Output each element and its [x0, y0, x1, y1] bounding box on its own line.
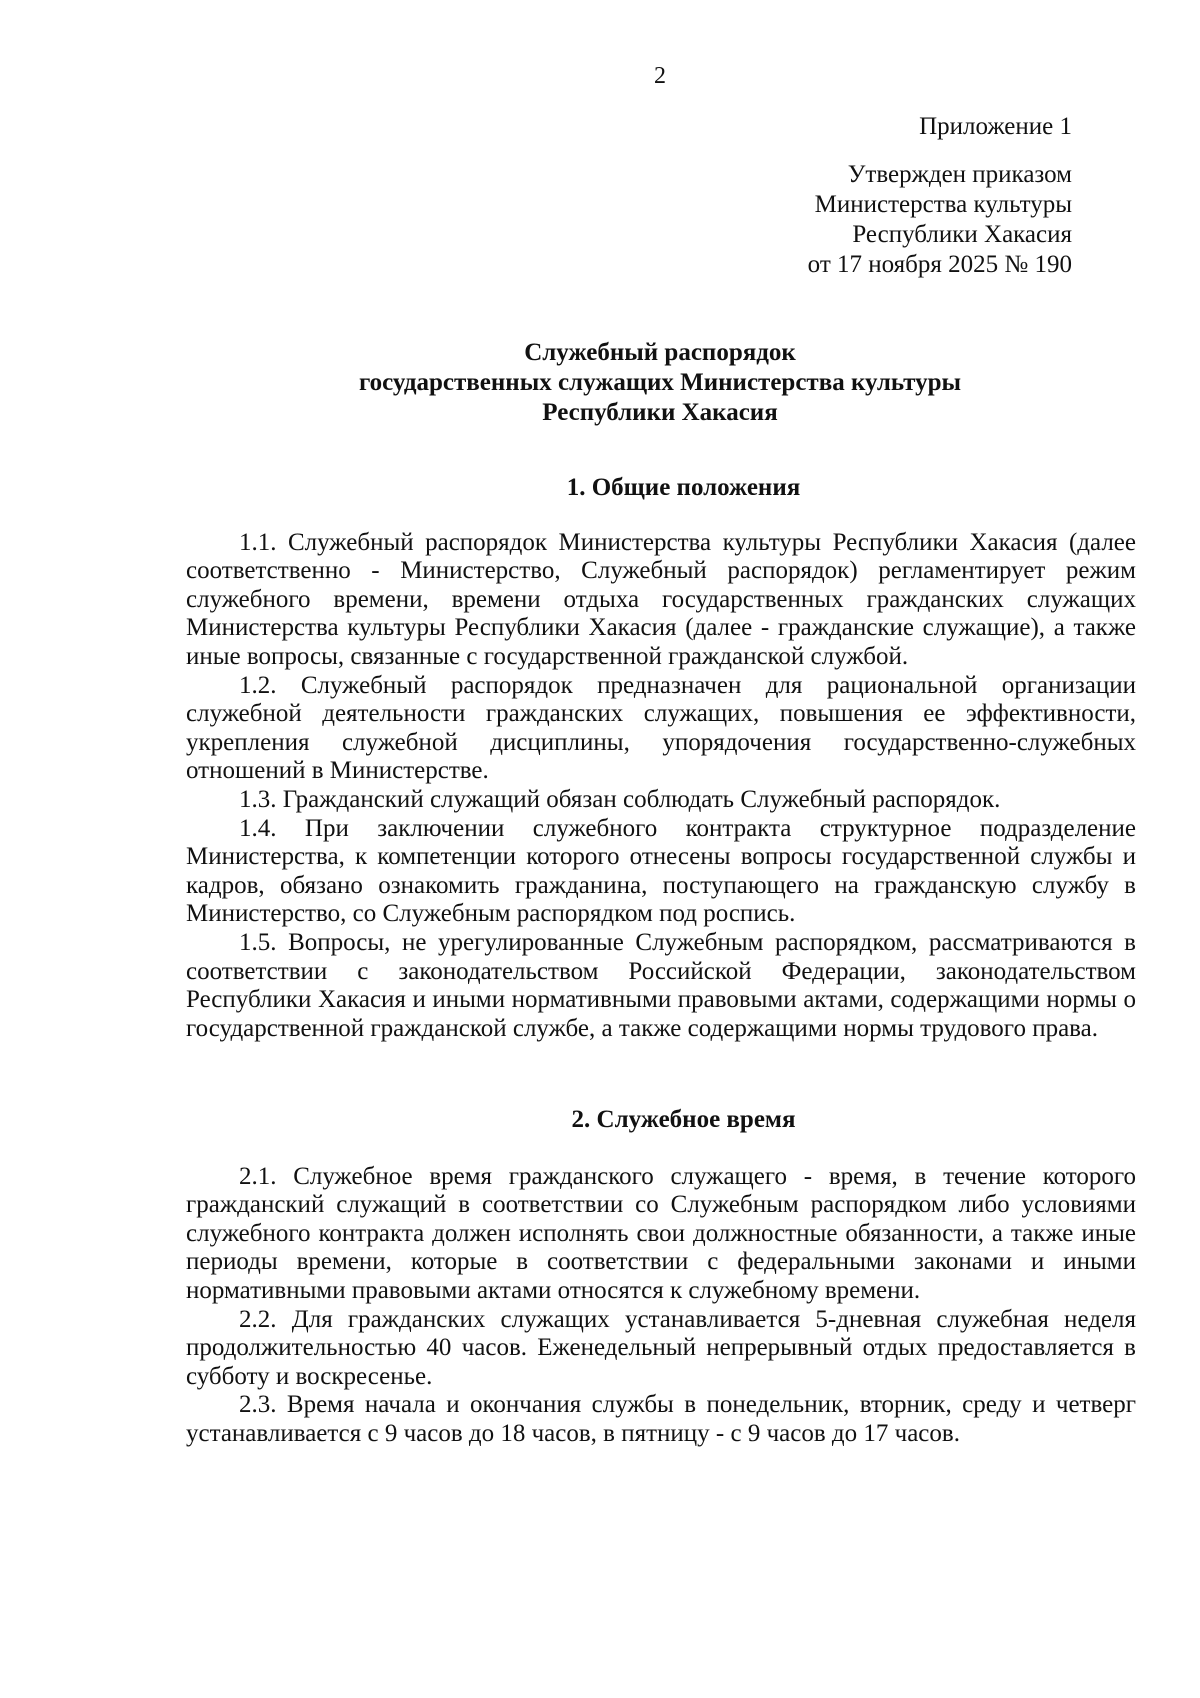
page-number: 2 — [654, 63, 666, 89]
paragraph: 1.3. Гражданский служащий обязан соблюдать Служебный распорядок. — [239, 785, 1001, 813]
approval-line: Министерства культуры — [814, 191, 1072, 218]
approval-block — [808, 160, 1072, 280]
paragraph: 1.4. При заключении служебного контракта структурное подразделение Министерства, к компетенции которого отнесены вопросы государственной службы и кадров, обязано ознакомить гражданина, поступающего на гражданскую службу в Министерство, со Служебным распорядком под роспись. — [186, 814, 1136, 928]
title-line: государственных служащих Министерства культуры — [358, 369, 962, 396]
section-heading: 2. Служебное время — [571, 1106, 796, 1133]
section-service-time — [186, 1106, 1136, 1449]
document-title — [0, 338, 1200, 428]
paragraph: 2.1. Служебное время гражданского служащего - время, в течение которого гражданский служащий в соответствии со Служебным распорядком либо условиями служебного контракта должен исполнять свои должностные обязанности, а также иные периоды времени, которые в соответствии с федеральными законами и иными нормативными правовыми актами относятся к служебному времени. — [186, 1162, 1136, 1304]
section-heading: 1. Общие положения — [566, 474, 801, 501]
title-line: Служебный распорядок — [524, 339, 796, 366]
paragraph: 2.2. Для гражданских служащих устанавливается 5-дневная служебная неделя продолжительностью 40 часов. Еженедельный непрерывный отдых предоставляется в субботу и воскресенье. — [186, 1305, 1136, 1390]
approval-line: Республики Хакасия — [852, 221, 1072, 248]
paragraph: 1.5. Вопросы, не урегулированные Служебным распорядком, рассматриваются в соответствии с законодательством Российской Федерации, законодательством Республики Хакасия и иными нормативными правовыми актами, содержащими нормы о государственной гражданской службе, а также содержащими нормы трудового права. — [186, 928, 1136, 1042]
title-line: Республики Хакасия — [542, 399, 778, 426]
paragraph: 1.1. Служебный распорядок Министерства культуры Республики Хакасия (далее соответственно - Министерство, Служебный распорядок) регламентирует режим служебного времени, времени отдыха государственных гражданских служащих Министерства культуры Республики Хакасия (далее - гражданские служащие), а также иные вопросы, связанные с государственной гражданской службой. — [186, 528, 1136, 670]
approval-line: от 17 ноября 2025 № 190 — [807, 251, 1072, 278]
section-general-provisions — [186, 474, 1136, 1043]
paragraph: 1.2. Служебный распорядок предназначен для рациональной организации служебной деятельности гражданских служащих, повышения ее эффективности, укрепления служебной дисциплины, упорядочения государственно-служебных отношений в Министерстве. — [186, 671, 1136, 785]
appendix-label: Приложение 1 — [919, 113, 1072, 140]
approval-line: Утвержден приказом — [847, 161, 1072, 188]
paragraph: 2.3. Время начала и окончания службы в понедельник, вторник, среду и четверг устанавливается с 9 часов до 18 часов, в пятницу - с 9 часов до 17 часов. — [186, 1391, 1136, 1447]
